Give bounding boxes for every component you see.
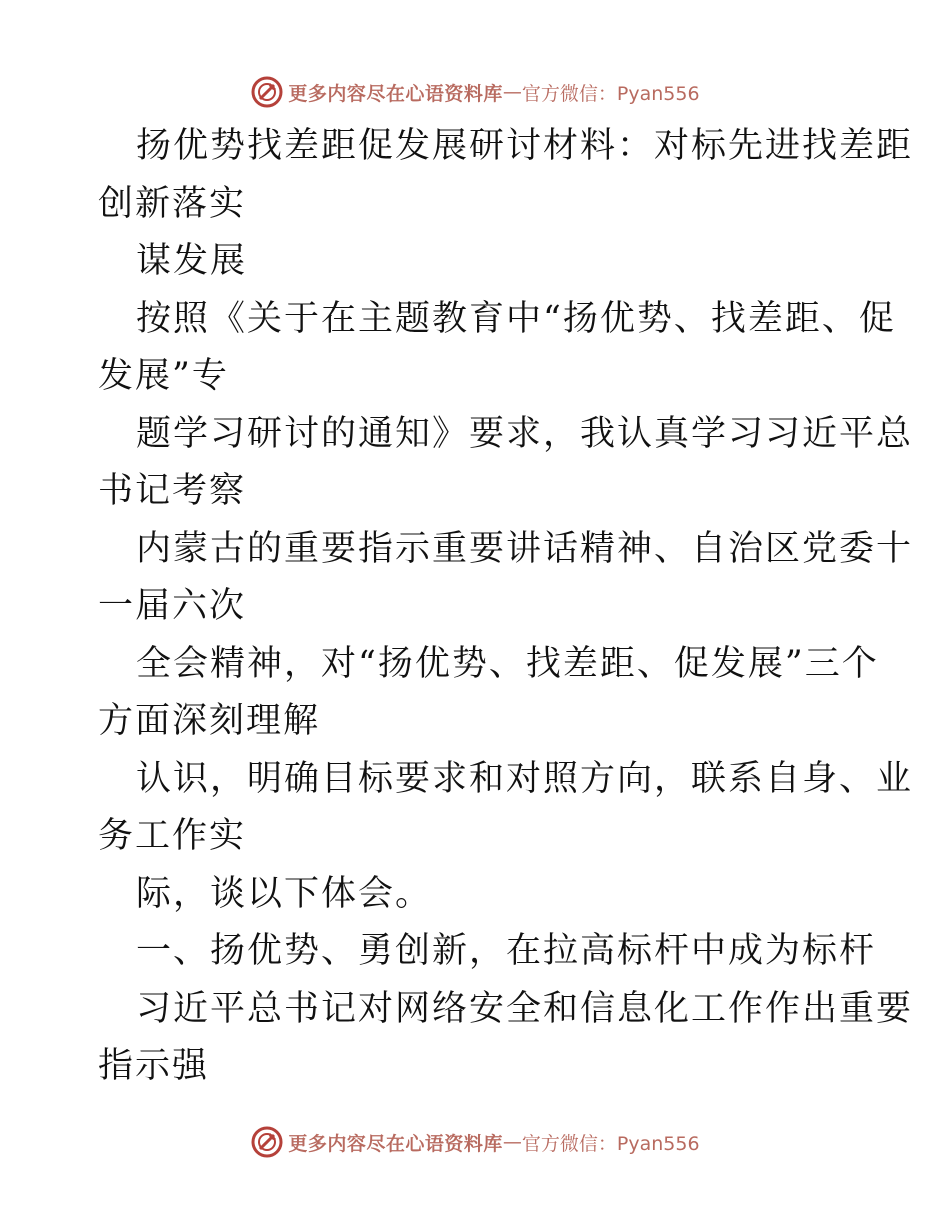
- body-line: 认识，明确目标要求和对照方向，联系自身、业: [136, 758, 914, 799]
- body-line: 全会精神，对“扬优势、找差距、促发展”三个: [136, 643, 879, 684]
- body-line: 按照《关于在主题教育中“扬优势、找差距、促: [136, 298, 896, 339]
- body-line: 扬优势找差距促发展研讨材料：对标先进找差距: [136, 126, 914, 166]
- watermark-wechat-text: 官方微信：Pyan556: [521, 1132, 700, 1155]
- document-body: [98, 118, 914, 1096]
- body-line: 题学习研讨的通知》要求，我认真学习习近平总: [136, 413, 914, 454]
- body-line: 务工作实: [98, 816, 247, 856]
- body-line: 内蒙古的重要指示重要讲话精神、自治区党委十: [136, 528, 914, 569]
- body-line: 谋发展: [136, 241, 248, 281]
- seal-logo-icon: [250, 1125, 284, 1159]
- body-line: 指示强: [98, 1046, 210, 1086]
- body-line: 际，谈以下体会。: [136, 873, 433, 914]
- watermark-source-text: 更多内容尽在心语资料库: [288, 82, 503, 105]
- body-line: 书记考察: [98, 471, 247, 511]
- watermark-separator: —: [502, 1131, 522, 1153]
- section-heading: 一、扬优势、勇创新，在拉高标杆中成为标杆: [136, 931, 877, 971]
- watermark-source-text: 更多内容尽在心语资料库: [288, 1132, 503, 1155]
- header-watermark: [0, 72, 950, 112]
- watermark-separator: —: [502, 81, 522, 103]
- seal-logo-icon: [250, 75, 284, 109]
- footer-watermark: [0, 1122, 950, 1162]
- body-line: 一届六次: [98, 586, 247, 626]
- body-line: 方面深刻理解: [98, 701, 321, 741]
- body-line: 创新落实: [98, 183, 247, 224]
- body-line: 发展”专: [98, 356, 229, 396]
- watermark-wechat-text: 官方微信：Pyan556: [521, 82, 700, 105]
- body-line: 习近平总书记对网络安全和信息化工作作出重要: [136, 988, 914, 1029]
